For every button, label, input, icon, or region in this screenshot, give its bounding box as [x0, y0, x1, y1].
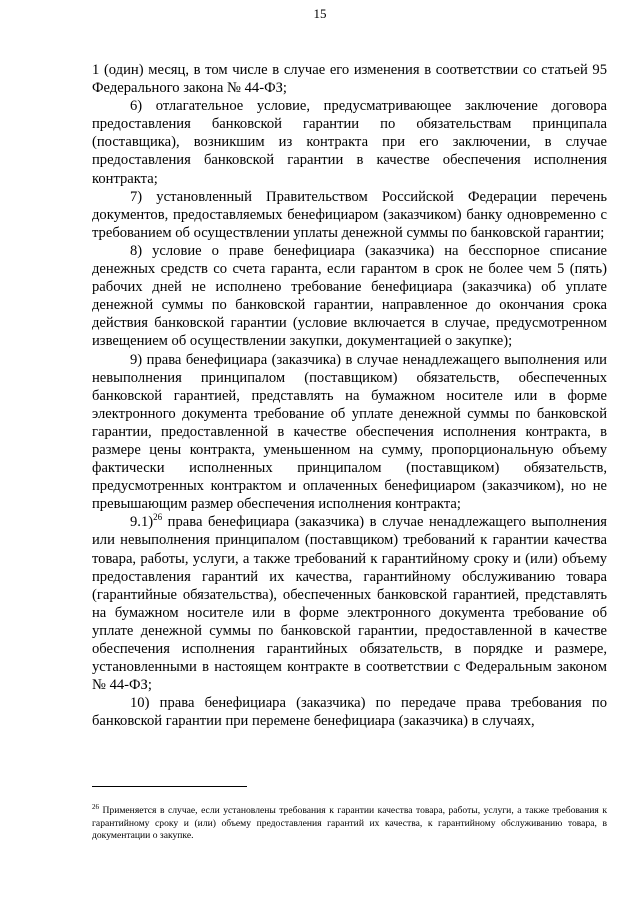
body-text	[92, 61, 607, 730]
footnote	[92, 802, 607, 843]
footnote-number: 26	[92, 802, 99, 811]
paragraph-item-9: 9) права бенефициара (заказчика) в случае ненадлежащего выполнения или невыполнения принципалом (поставщиком) обязательств, обеспеченных банковской гарантией, представлять на бумажном носителе или в форме электронного документа требование об уплате денежной суммы по банковской гарантии, предоставленной в качестве обеспечения исполнения контракта, в размере цены контракта, уменьшенном на сумму, пропорциональную объему фактически исполненных принципалом (поставщиком) обязательств, предусмотренных контрактом и оплаченных бенефициаром (заказчиком), но не превышающим размер обеспечения исполнения контракта;	[92, 351, 607, 513]
item-9-1-prefix: 9.1)	[130, 514, 154, 531]
paragraph-item-10: 10) права бенефициара (заказчика) по передаче права требования по банковской гарантии при перемене бенефициара (заказчика) в случаях,	[92, 695, 607, 730]
paragraph-item-8: 8) условие о праве бенефициара (заказчика) на бесспорное списание денежных средств со счета гаранта, если гарантом в срок не более чем 5 (пять) рабочих дней не исполнено требование бенефициара (заказчика) об уплате денежной суммы по банковской гарантии, направленное до окончания срока действия банковской гарантии (условие включается в случае, предусмотренном извещением об осуществлении закупки, документацией о закупке);	[92, 242, 607, 350]
footnote-text: Применяется в случае, если установлены требования к гарантии качества товара, работы, услуги, а также требования к гарантийному сроку и (или) объему предоставления гарантий их качества, к гарантийному обслуживанию товара, в документации о закупке.	[92, 805, 607, 842]
footnote-reference: 26	[153, 512, 163, 523]
item-9-1-text: права бенефициара (заказчика) в случае ненадлежащего выполнения или невыполнения принципалом (поставщиком) требований к гарантии качества товара, работы, услуги, а также требований к гарантийному сроку и (или) объему предоставления гарантий их качества, гарантийному обслуживанию товара (гарантийные обязательства), обеспеченных банковской гарантией, представлять на бумажном носителе или в форме электронного документа требование об уплате денежной суммы по банковской гарантии, предоставленной в качестве обеспечения исполнения гарантийных обязательств, в порядке и размере, установленными в настоящем контракте в соответствии с Федеральным законом № 44-ФЗ;	[92, 514, 607, 694]
footnote-separator	[92, 786, 247, 787]
page-number: 15	[313, 6, 327, 21]
paragraph-item-7: 7) установленный Правительством Российской Федерации перечень документов, предоставляемых бенефициаром (заказчиком) банку одновременно с требованием об осуществлении уплаты денежной суммы по банковской гарантии;	[92, 188, 607, 241]
paragraph-item-6: 6) отлагательное условие, предусматривающее заключение договора предоставления банковской гарантии по обязательствам принципала (поставщика), возникшим из контракта при его заключении, в случае предоставления банковской гарантии в качестве обеспечения исполнения контракта;	[92, 98, 607, 187]
paragraph-continuation: 1 (один) месяц, в том числе в случае его изменения в соответствии со статьей 95 Федерального закона № 44-ФЗ;	[92, 62, 607, 97]
paragraph-item-9-1	[92, 513, 607, 694]
